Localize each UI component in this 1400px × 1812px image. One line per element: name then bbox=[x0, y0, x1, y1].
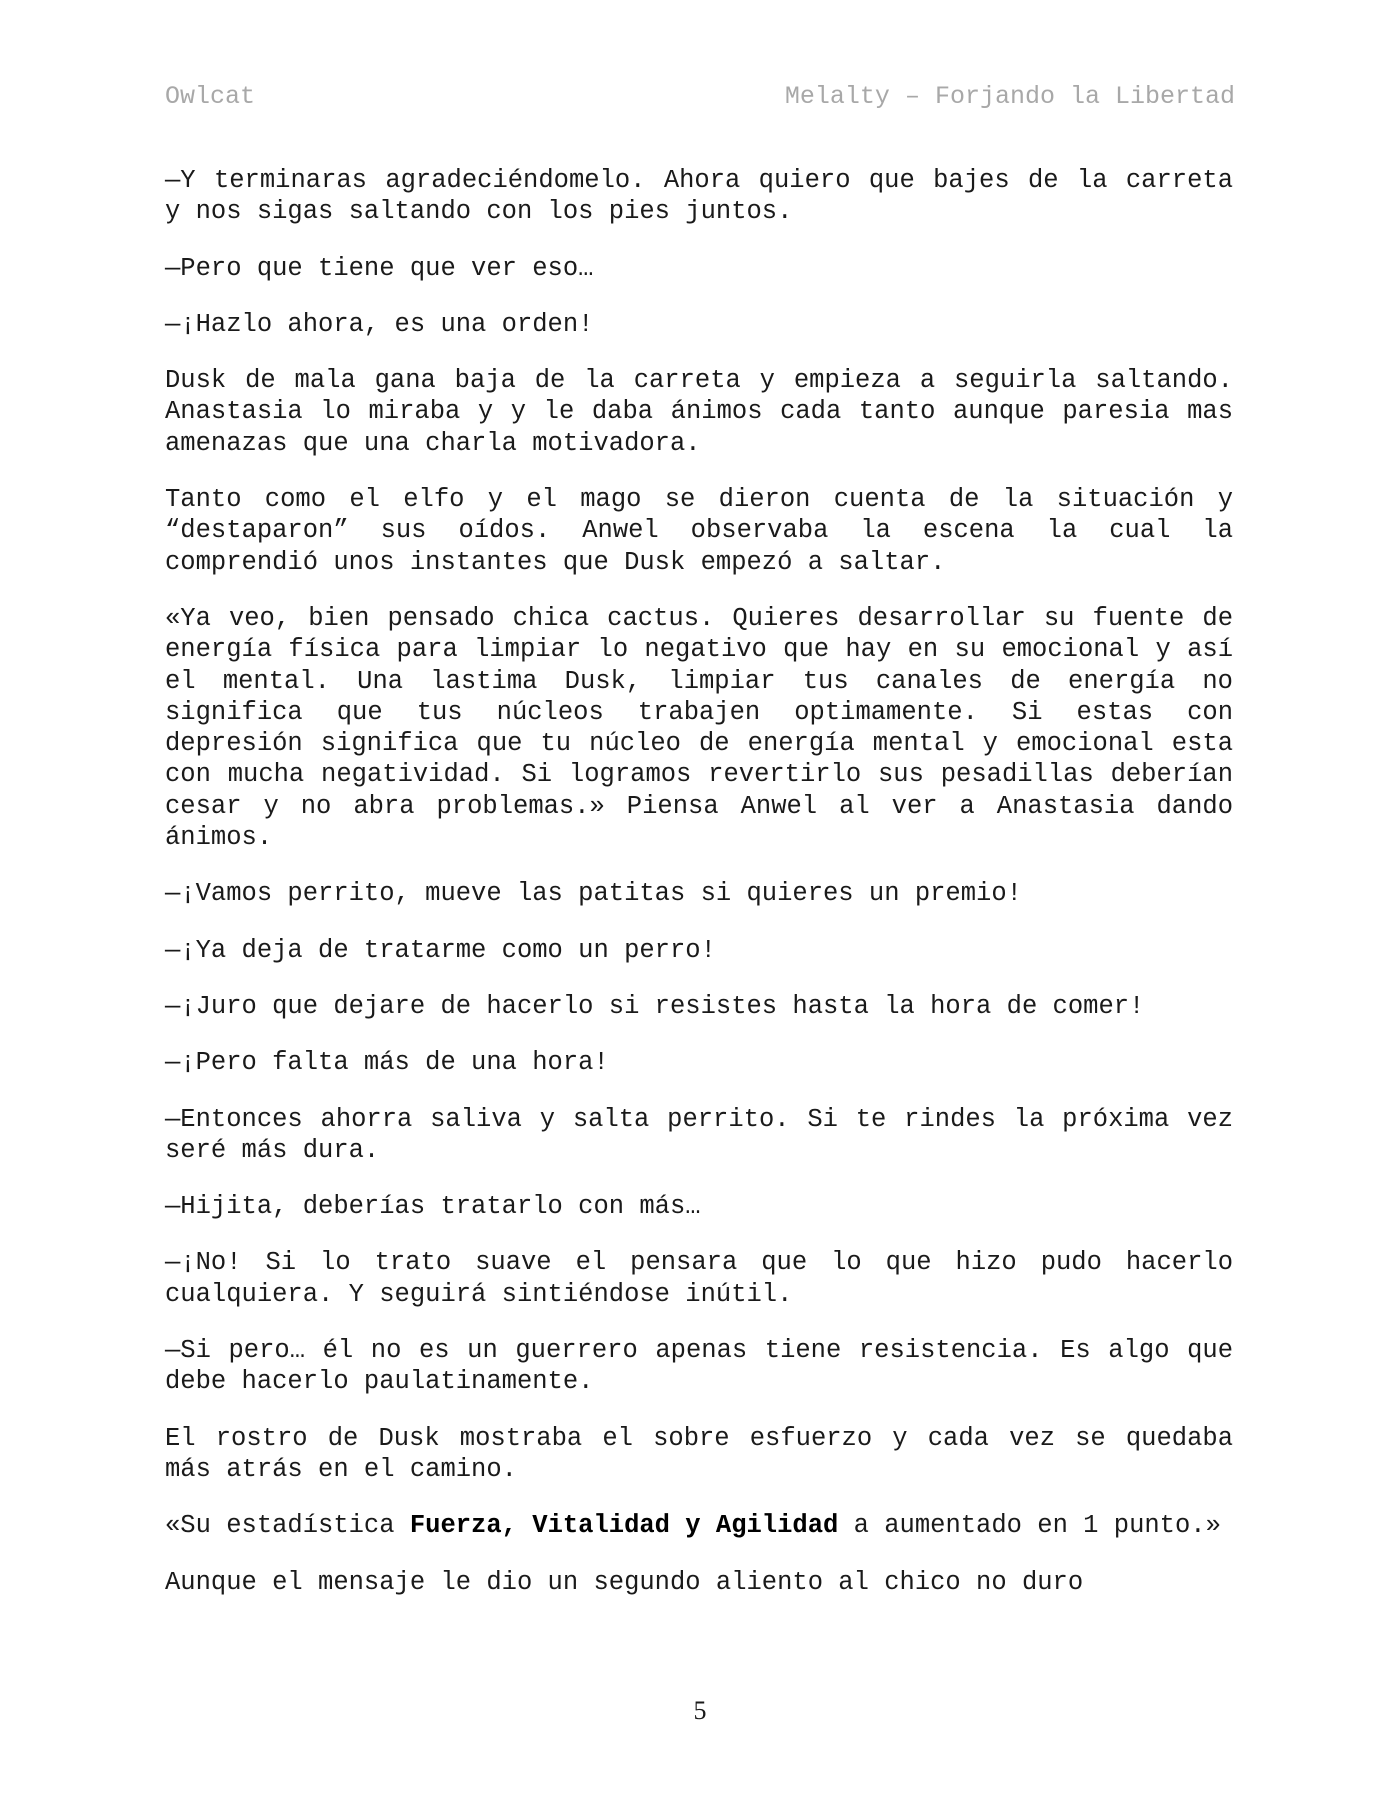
paragraph: —¡No! Si lo trato suave el pensara que lo que hizo pudo hacerlo cualquiera. Y seguirá sintiéndose inútil. bbox=[165, 1248, 1233, 1309]
stat-message-suffix: a aumentado en 1 punto.» bbox=[838, 1511, 1221, 1541]
paragraph: —¡Hazlo ahora, es una orden! bbox=[165, 309, 594, 339]
paragraph: —¡Juro que dejare de hacerlo si resistes hasta la hora de comer! bbox=[165, 991, 1145, 1021]
paragraph: El rostro de Dusk mostraba el sobre esfuerzo y cada vez se quedaba más atrás en el camino. bbox=[165, 1423, 1233, 1484]
paragraph: —Pero que tiene que ver eso… bbox=[165, 253, 594, 283]
page-body bbox=[165, 165, 1233, 1623]
paragraph: —Y terminaras agradeciéndomelo. Ahora quiero que bajes de la carreta y nos sigas saltando con los pies juntos. bbox=[165, 166, 1233, 227]
stat-message-stats: Fuerza, Vitalidad y Agilidad bbox=[409, 1511, 839, 1541]
paragraph: —Si pero… él no es un guerrero apenas tiene resistencia. Es algo que debe hacerlo paulatinamente. bbox=[165, 1336, 1233, 1397]
stat-message-paragraph bbox=[165, 1510, 1233, 1541]
paragraph: —Entonces ahorra saliva y salta perrito. Si te rindes la próxima vez seré más dura. bbox=[165, 1104, 1233, 1165]
paragraph: —¡Ya deja de tratarme como un perro! bbox=[165, 935, 716, 965]
header-author: Owlcat bbox=[165, 82, 256, 111]
paragraph: «Ya veo, bien pensado chica cactus. Quieres desarrollar su fuente de energía física para limpiar lo negativo que hay en su emocional y así el mental. Una lastima Dusk, limpiar tus canales de energía no significa que tus núcleos trabajen optimamente. Si estas con depresión significa que tu núcleo de energía mental y emocional esta con mucha negatividad. Si logramos revertirlo sus pesadillas deberían cesar y no abra problemas.» Piensa Anwel al ver a Anastasia dando ánimos. bbox=[165, 603, 1233, 853]
paragraph: —¡Pero falta más de una hora! bbox=[165, 1048, 609, 1078]
paragraph: —Hijita, deberías tratarlo con más… bbox=[165, 1192, 701, 1222]
paragraph: Tanto como el elfo y el mago se dieron cuenta de la situación y “destaparon” sus oídos. Anwel observaba la escena la cual la comprendió unos instantes que Dusk empezó a saltar. bbox=[165, 485, 1233, 577]
paragraph-last: Aunque el mensaje le dio un segundo aliento al chico no duro bbox=[165, 1567, 1084, 1597]
page-header bbox=[165, 82, 1235, 114]
paragraph: —¡Vamos perrito, mueve las patitas si quieres un premio! bbox=[165, 879, 1022, 909]
stat-message-prefix: «Su estadística bbox=[165, 1511, 410, 1541]
paragraph: Dusk de mala gana baja de la carreta y empieza a seguirla saltando. Anastasia lo miraba y y le daba ánimos cada tanto aunque paresia mas amenazas que una charla motivadora. bbox=[165, 366, 1233, 458]
page-number: 5 bbox=[693, 1696, 707, 1725]
header-title: Melalty – Forjando la Libertad bbox=[784, 82, 1235, 111]
